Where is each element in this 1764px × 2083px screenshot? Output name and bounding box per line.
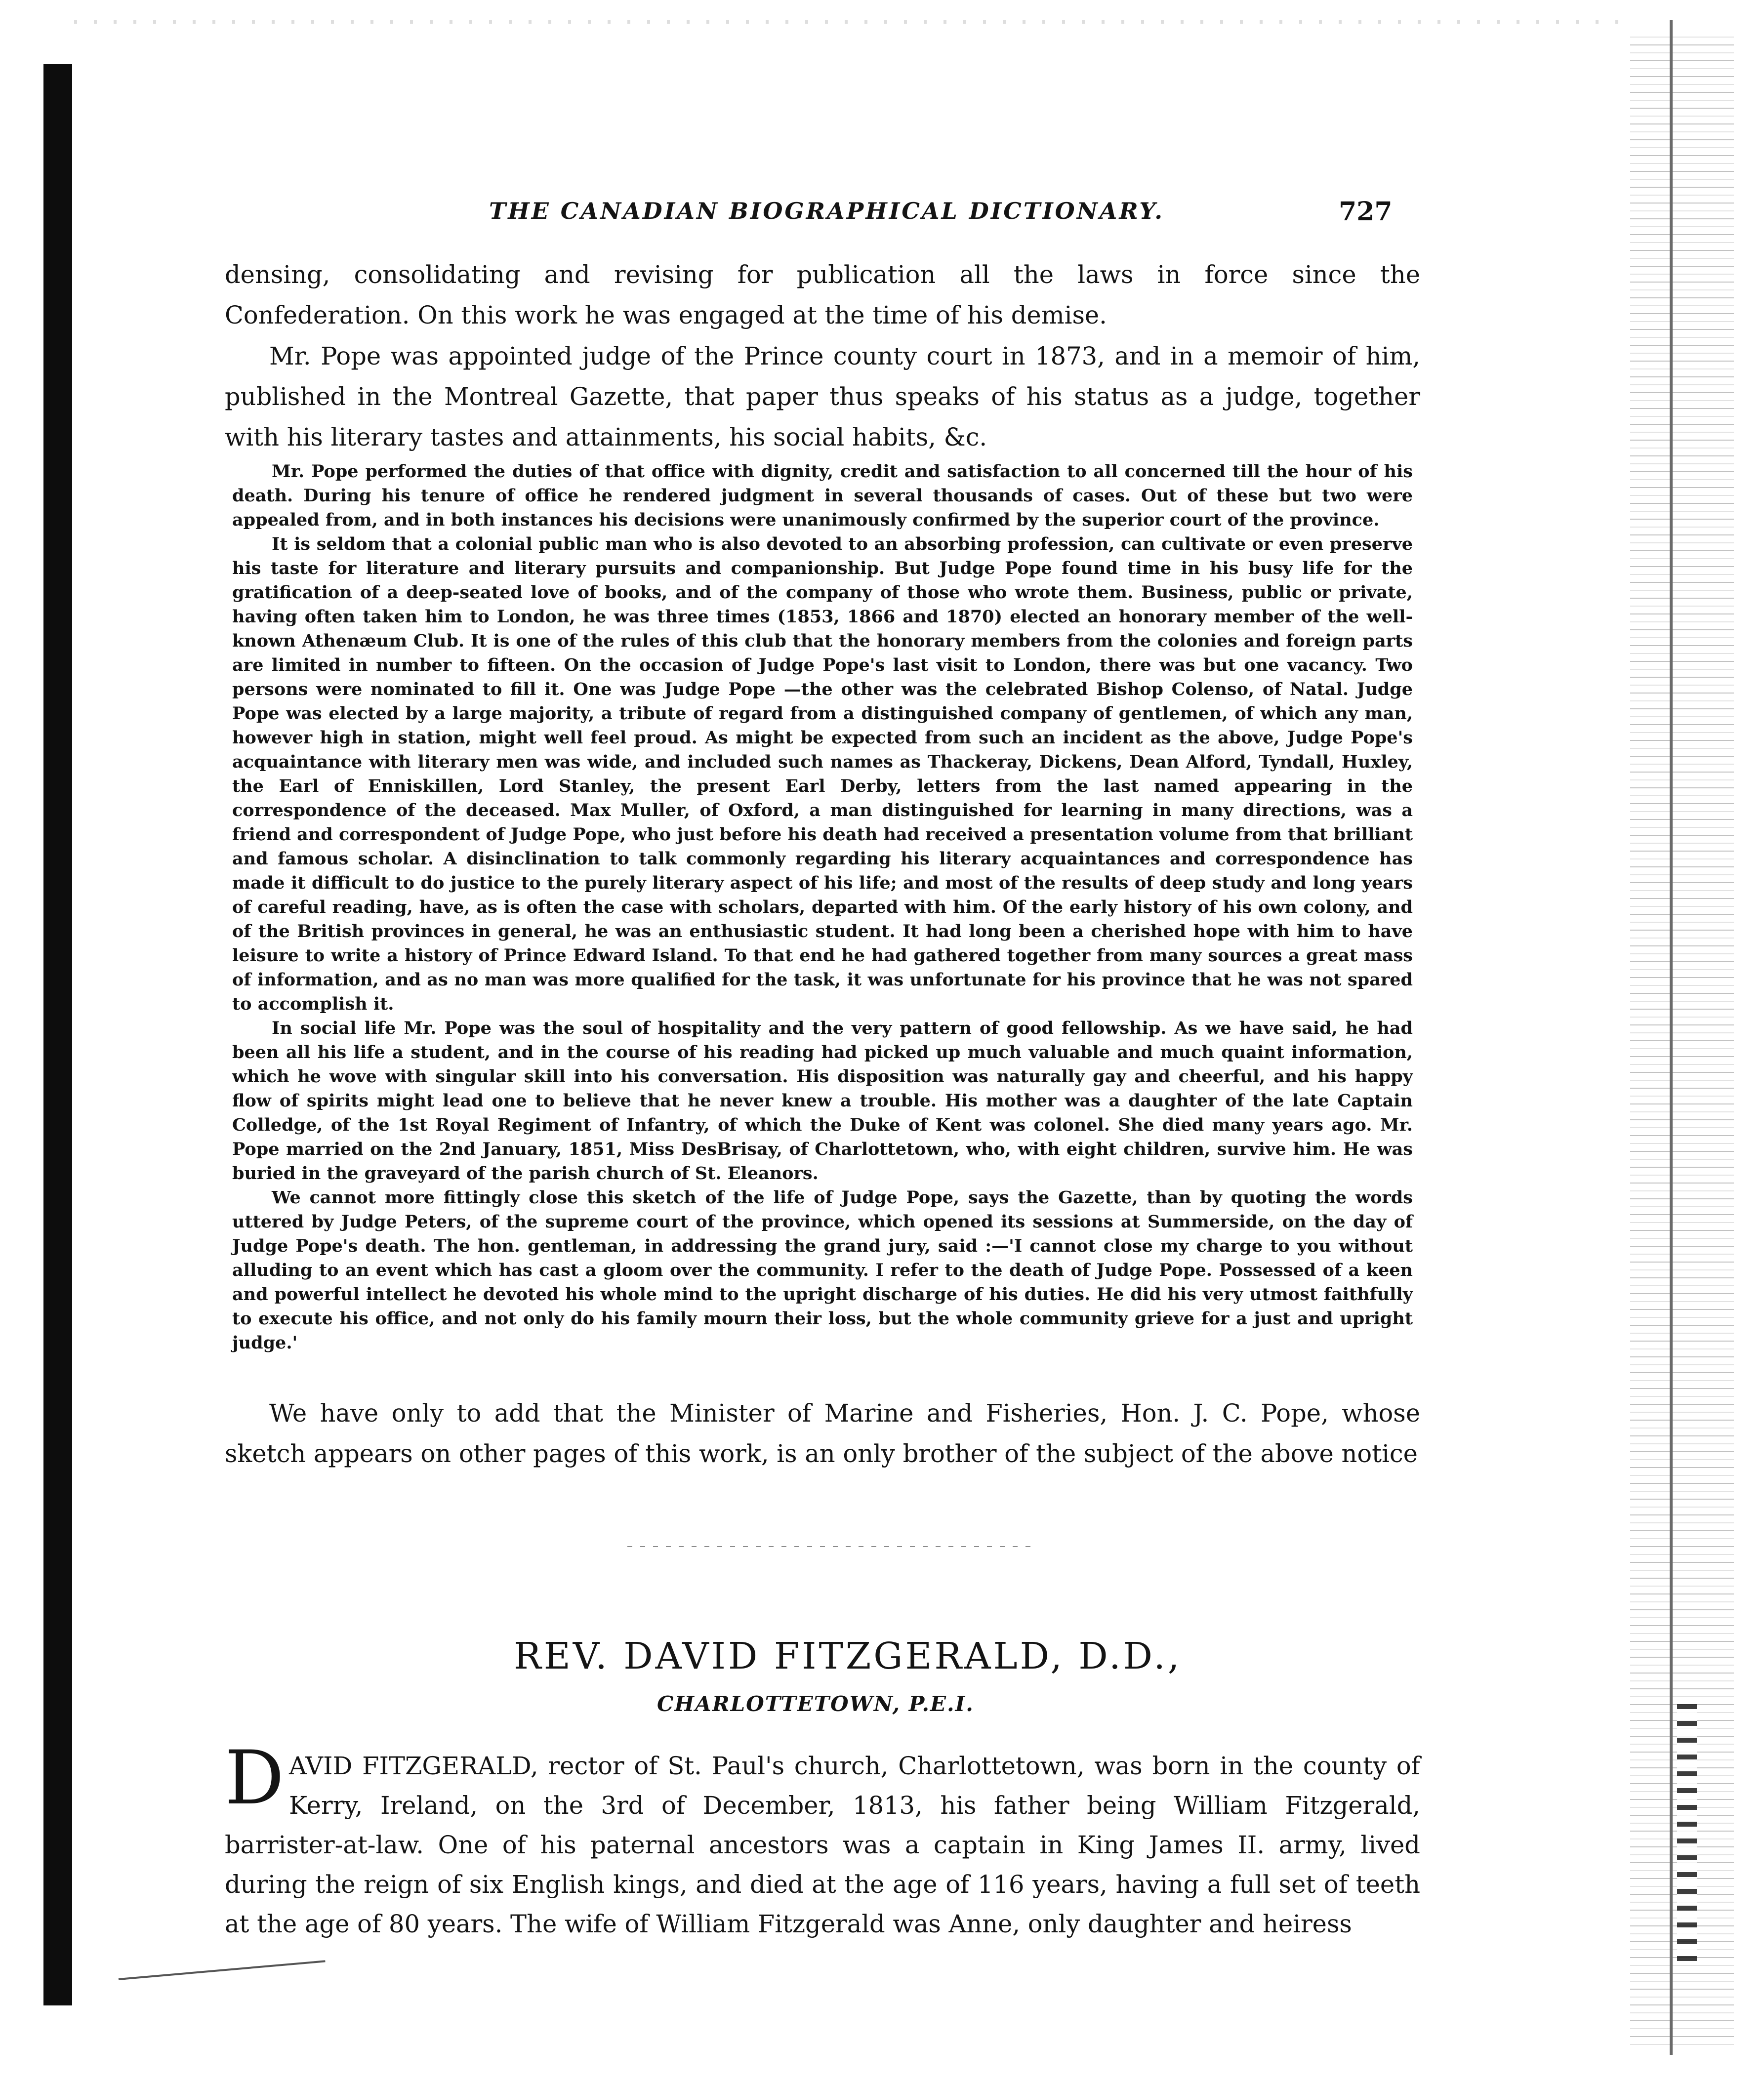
stray-pen-stroke bbox=[119, 1960, 326, 1980]
biography-text: AVID FITZGERALD, rector of St. Paul's church, Charlottetown, was born in the county of Kerry, Ireland, on the 3rd of December, 1813, his father being William Fitzgerald, barrister-at-law. One of his paternal ancestors was a captain in King James II. army, lived during the reign of six English kings, and died at the age of 116 years, having a full set of teeth at the age of 80 years. The wife of William Fitzgerald was Anne, only daughter and heiress bbox=[225, 1752, 1420, 1938]
binding-shadow bbox=[43, 64, 72, 2005]
page-edge-line bbox=[1670, 20, 1673, 2055]
biography-heading: REV. DAVID FITZGERALD, D.D., bbox=[514, 1635, 1182, 1677]
drop-cap: D bbox=[225, 1735, 285, 1821]
page-number: 727 bbox=[1339, 197, 1393, 227]
judge-paragraph: Mr. Pope was appointed judge of the Prince county court in 1873, and in a memoir of him, published in the Montreal Gazette, that paper thus speaks of his status as a judge, together with his literary tastes and attainments, his social habits, &c. bbox=[225, 342, 1420, 451]
quote-paragraph: Mr. Pope performed the duties of that office with dignity, credit and satisfaction to all concerned till the hour of his death. During his tenure of office he rendered judgment in several thousands of cases. Out of these but two were appealed from, and in both instances his decisions were unanimously confirmed by the superior court of the province. bbox=[232, 461, 1413, 530]
quote-paragraph: We cannot more fittingly close this sketch of the life of Judge Pope, says the Gazette, than by quoting the words uttered by Judge Peters, of the supreme court of the province, which opened its sessions at Summerside, on the day of Judge Pope's death. The hon. gentleman, in addressing the grand jury, said :—'I cannot close my charge to you without alluding to an event which has cast a gloom over the community. I refer to the death of Judge Pope. Possessed of a keen and powerful intellect he devoted his whole mind to the upright discharge of his duties. He did his very utmost faithfully to execute his office, and not only do his family mourn their loss, but the whole community grieve for a just and upright judge.' bbox=[232, 1187, 1413, 1353]
biography-location: CHARLOTTETOWN, P.E.I. bbox=[657, 1692, 974, 1716]
page-edge-marks bbox=[1677, 1704, 1697, 1961]
section-divider bbox=[627, 1546, 1032, 1547]
closing-paragraph: We have only to add that the Minister of Marine and Fisheries, Hon. J. C. Pope, whose sketch appears on other pages of this work, is an only brother of the subject of the above notice bbox=[225, 1399, 1420, 1468]
biography-first-paragraph bbox=[225, 1746, 1420, 1944]
continuation-paragraph: densing, consolidating and revising for publication all the laws in force since the Confederation. On this work he was engaged at the time of his demise. bbox=[225, 260, 1420, 329]
running-title: THE CANADIAN BIOGRAPHICAL DICTIONARY. bbox=[489, 198, 1165, 224]
gazette-quotation bbox=[232, 459, 1413, 1355]
quote-paragraph: It is seldom that a colonial public man who is also devoted to an absorbing profession, can cultivate or even preserve his taste for literature and literary pursuits and companionship. But Judge Pope found time in his busy life for the gratification of a deep-seated love of books, and of the company of those who wrote them. Business, public or private, having often taken him to London, he was three times (1853, 1866 and 1870) elected an honorary member of the well-known Athenæum Club. It is one of the rules of this club that the honorary members from the colonies and foreign parts are limited in number to fifteen. On the occasion of Judge Pope's last visit to London, there was but one vacancy. Two persons were nominated to fill it. One was Judge Pope —the other was the celebrated Bishop Colenso, of Natal. Judge Pope was elected by a large majority, a tribute of regard from a distinguished company of gentlemen, of which any man, however high in station, might well feel proud. As might be expected from such an incident as the above, Judge Pope's acquaintance with literary men was wide, and included such names as Thackeray, Dickens, Dean Alford, Tyndall, Huxley, the Earl of Enniskillen, Lord Stanley, the present Earl Derby, letters from the last named appearing in the correspondence of the deceased. Max Muller, of Oxford, a man distinguished for learning in many directions, was a friend and correspondent of Judge Pope, who just before his death had received a presentation volume from that brilliant and famous scholar. A disinclination to talk commonly regarding his literary acquaintances and correspondence has made it difficult to do justice to the purely literary aspect of his life; and most of the results of deep study and long years of careful reading, have, as is often the case with scholars, departed with him. Of the early history of his own colony, and of the British provinces in general, he was an enthusiastic student. It had long been a cherished hope with him to have leisure to write a history of Prince Edward Island. To that end he had gathered together from many sources a great mass of information, and as no man was more qualified for the task, it was unfortunate for his province that he was not spared to accomplish it. bbox=[232, 534, 1413, 1014]
quote-paragraph: In social life Mr. Pope was the soul of hospitality and the very pattern of good fellowship. As we have said, he had been all his life a student, and in the course of his reading had picked up much valuable and much quaint information, which he wove with singular skill into his conversation. His disposition was naturally gay and cheerful, and his happy flow of spirits might lead one to believe that he never knew a trouble. His mother was a daughter of the late Captain Colledge, of the 1st Royal Regiment of Infantry, of which the Duke of Kent was colonel. She died many years ago. Mr. Pope married on the 2nd January, 1851, Miss DesBrisay, of Charlottetown, who, with eight children, survive him. He was buried in the graveyard of the parish church of St. Eleanors. bbox=[232, 1018, 1413, 1184]
top-scan-noise bbox=[74, 20, 1630, 24]
